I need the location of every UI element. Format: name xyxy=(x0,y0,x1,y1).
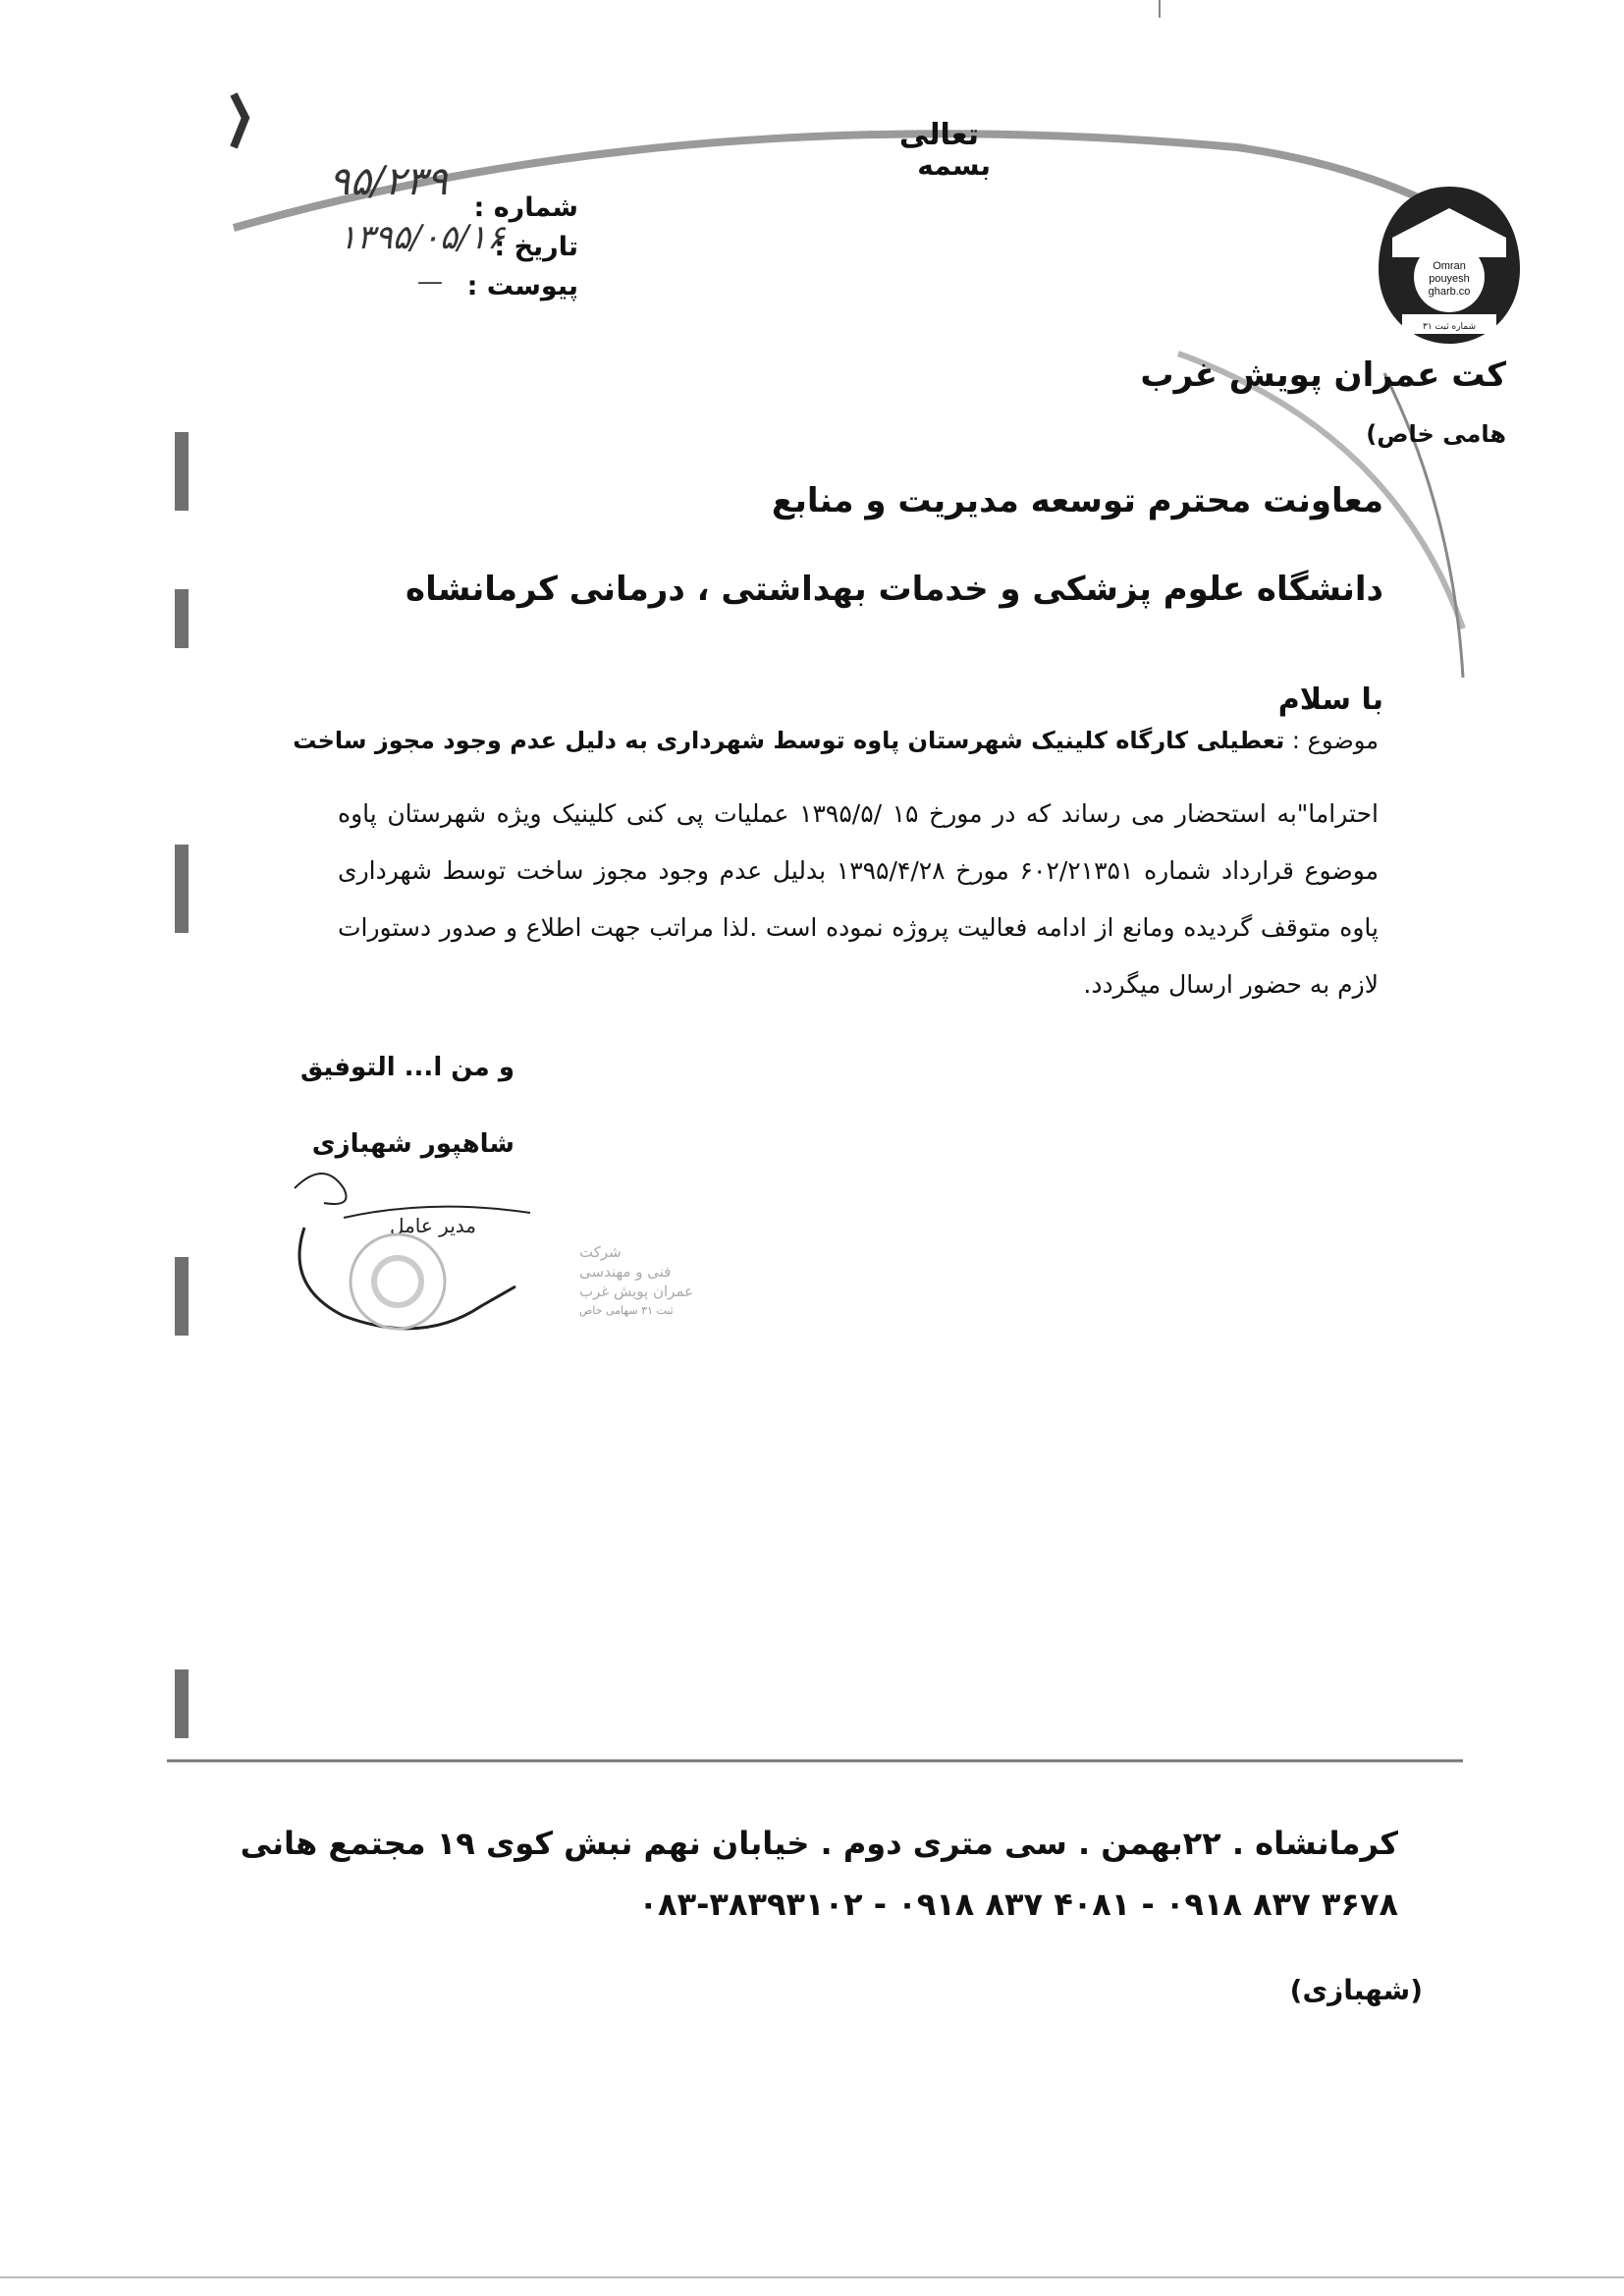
company-type: هامی خاص) xyxy=(1366,420,1506,448)
greeting: با سلام xyxy=(1277,683,1383,717)
stamp-text-line: فنی و مهندسی xyxy=(579,1263,672,1281)
attachment-value: — xyxy=(417,267,443,297)
scan-bleed-mark xyxy=(175,845,189,933)
subject-line xyxy=(293,727,1379,754)
stamp-text-line: عمران پویش غرب xyxy=(579,1283,694,1300)
number-value: ۹۵/۲۳۹ xyxy=(329,159,448,204)
date-value: ۱۳۹۵/۰۵/۱۶ xyxy=(339,218,506,257)
stamp-circle xyxy=(351,1234,445,1329)
subject-text: تعطیلی کارگاه کلینیک شهرستان پاوه توسط شهرداری به دلیل عدم وجود مجوز ساخت xyxy=(293,727,1285,754)
logo-text-line: pouyesh xyxy=(1429,273,1470,285)
closing-phrase: و من ا... التوفیق xyxy=(299,1053,514,1082)
footer-phones-owner: (شهبازی) xyxy=(1289,1974,1423,2006)
scan-bleed-mark xyxy=(175,1669,189,1738)
company-name: کت عمران پویش غرب xyxy=(1140,355,1506,395)
stamp-text-line: شرکت xyxy=(579,1243,622,1261)
addressee-line1: معاونت محترم توسعه مدیریت و منابع xyxy=(771,481,1383,520)
subject-label: موضوع : xyxy=(1291,727,1379,754)
number-label: شماره : xyxy=(473,192,578,223)
signer-title: مدیر عامل xyxy=(389,1214,476,1237)
logo-reg-number: شماره ثبت ۳۱ xyxy=(1423,322,1476,332)
company-logo xyxy=(1373,179,1526,352)
footer-rule xyxy=(167,1758,1463,1764)
scan-edge-line xyxy=(0,2276,1624,2278)
basmala-line1: تعالی xyxy=(898,118,979,152)
letter-body: احتراما"به استحضار می رساند که در مورخ ۱۵ /۱۳۹۵/۵ عملیات پی کنی کلینیک ویژه شهرستان پاوه موضوع قرارداد شماره ۶۰۲/۲۱۳۵۱ مورخ ۱۳۹۵/۴/۲۸ بدلیل عدم وجود مجوز ساخت توسط شهرداری پاوه متوقف گردیده ومانع از ادامه فعالیت پروژه نموده است .لذا مراتب جهت اطلاع و صدور دستورات لازم به حضور ارسال میگردد. xyxy=(338,799,1380,999)
addressee-line2: دانشگاه علوم پزشکی و خدمات بهداشتی ، درمانی کرمانشاه xyxy=(406,570,1383,609)
footer-address: کرمانشاه . ۲۲بهمن . سی متری دوم . خیابان نهم نبش کوی ۱۹ مجتمع هانی xyxy=(240,1825,1398,1862)
signature-loop xyxy=(299,1228,515,1329)
signer-name: شاهپور شهبازی xyxy=(311,1129,514,1159)
basmala-line2: بسمه xyxy=(917,149,991,182)
signature-stamp xyxy=(285,1159,694,1355)
footer-phones: ۰۸۳-۳۸۳۹۳۱۰۲ - ۰۹۱۸ ۸۳۷ ۴۰۸۱ - ۰۹۱۸ ۸۳۷ ۳۶۷۸ xyxy=(638,1886,1398,1923)
date-label: تاریخ : xyxy=(494,232,578,262)
logo-text-line: Omran xyxy=(1433,260,1466,272)
stamp-text-line: ثبت ۳۱ سهامی خاص xyxy=(579,1304,674,1317)
logo-text-line: gharb.co xyxy=(1428,286,1471,298)
signature-scribble xyxy=(295,1174,347,1204)
attachment-label: پیوست : xyxy=(466,271,578,301)
scan-bleed-mark xyxy=(175,1257,189,1336)
